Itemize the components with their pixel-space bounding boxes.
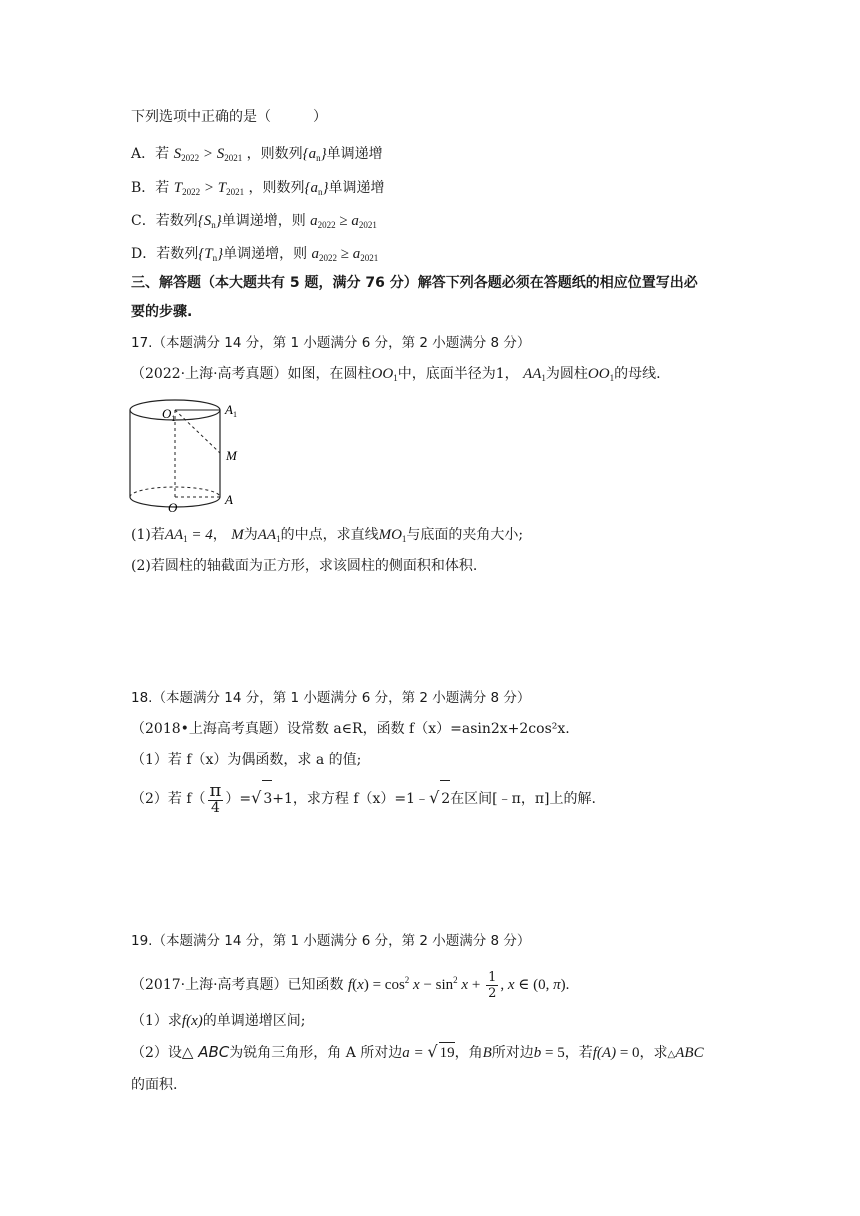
- q19-line3-b: 为锐角三角形，角 A 所对边: [229, 1045, 403, 1061]
- option-a-label: A．若: [131, 146, 170, 162]
- q18-line1: （2018•上海高考真题）设常数 a∈R，函数 f（x）=asin2x+2cos²x.: [131, 721, 570, 737]
- q19-line3-e: ，若: [564, 1045, 593, 1061]
- q17-part1-c: 为: [243, 527, 258, 543]
- q19-header: 19.（本题满分 14 分，第 1 小题满分 6 分，第 2 小题满分 8 分）: [131, 933, 531, 949]
- q17-text-a: 中，底面半径为1，: [397, 366, 519, 382]
- q19-sqrt19: √ 19: [427, 1042, 455, 1061]
- label-o1: $O_1$: [162, 406, 176, 423]
- q17-aa1-eq: $AA_1 = 4$: [164, 527, 213, 544]
- intro-text: 下列选项中正确的是（ ）: [131, 109, 327, 125]
- option-b-mid: ，则数列: [248, 180, 305, 196]
- q18-line2: （1）若 f（x）为偶函数，求 a 的值;: [131, 752, 362, 768]
- label-a1: $A_1$: [225, 402, 237, 419]
- label-m: M: [226, 448, 237, 463]
- option-b-end: 单调递增: [328, 180, 385, 196]
- label-a: A: [225, 492, 233, 507]
- q19-a-eq: a =: [402, 1045, 428, 1061]
- q17-m: M: [231, 527, 244, 543]
- q17-part1-b: ，: [212, 527, 227, 543]
- q17-text-c: 的母线.: [614, 366, 661, 382]
- q19-function: f: [347, 977, 353, 993]
- q19-fx: f(x): [181, 1013, 203, 1029]
- q18-line3-b: ）=: [225, 791, 252, 807]
- q19-line3: （2）设△ ABC为锐角三角形，角 A 所对边a = √ 19，角B所对边b = 5，若f(A) = 0，求△ABC: [131, 1042, 704, 1061]
- option-d-seq: $\{T_n\}$: [198, 246, 224, 263]
- q18-line3-a: （2）若 f（: [131, 791, 206, 807]
- cylinder-figure: [128, 396, 258, 516]
- option-b-label: B．若: [131, 180, 170, 196]
- q19-line2: [131, 1011, 305, 1031]
- q19-line3-f: ，求: [639, 1045, 668, 1061]
- q19-triangle-abc: △ ABC: [181, 1043, 230, 1061]
- q19-b-angle: B: [482, 1045, 492, 1061]
- q17-oo1: $OO_1$: [371, 366, 398, 383]
- q17-part1: [131, 525, 523, 549]
- q17-aa1-mid: $AA_1$: [257, 527, 281, 544]
- q19-line2-a: （1）求: [131, 1013, 182, 1029]
- q18-frac-pi-4: $\frac{\pi}{4}$: [209, 780, 222, 816]
- option-c-formula: $a_{2022} \ge a_{2021}$: [310, 213, 377, 230]
- q17-mo1: $MO_1$: [378, 527, 407, 544]
- option-c-mid: 单调递增，则: [221, 213, 306, 229]
- q17-part1-d: 的中点，求直线: [280, 527, 379, 543]
- q19-line1-text: （2017·上海·高考真题）已知函数: [131, 977, 344, 993]
- option-d-mid: 单调递增，则: [223, 246, 308, 262]
- q19-line2-b: 的单调递增区间;: [202, 1013, 306, 1029]
- option-a-mid: ，则数列: [246, 146, 303, 162]
- option-c-seq: $\{S_n\}$: [197, 213, 222, 230]
- q17-stem: [131, 364, 661, 388]
- option-b-seq: $\{a_n\}$: [304, 180, 329, 197]
- q18-sqrt2: √ 2: [429, 791, 450, 807]
- q17-part1-a: (1)若: [131, 527, 165, 543]
- option-d-label: D．若数列: [131, 246, 199, 262]
- q18-line3-d: 在区间[﹣π，π]上的解.: [450, 791, 596, 807]
- q17-part2: (2)若圆柱的轴截面为正方形，求该圆柱的侧面积和体积.: [131, 558, 478, 574]
- option-a-seq: $\{a_n\}$: [302, 146, 327, 163]
- option-b: [131, 178, 385, 202]
- q19-line4: 的面积.: [131, 1077, 178, 1093]
- q19-line1: （2017·上海·高考真题）已知函数 $f(x) = \cos^2 x - \sin^2 x$ + $\frac{1}{2}$ , x ∈ (0, π).: [131, 969, 570, 1001]
- option-a: [131, 144, 383, 168]
- q17-part1-e: 与底面的夹角大小;: [406, 527, 524, 543]
- section-heading-line1: 三、解答题（本大题共有 5 题，满分 76 分）解答下列各题必须在答题纸的相应位置写出必: [131, 275, 698, 291]
- option-a-end: 单调递增: [326, 146, 383, 162]
- option-c-label: C．若数列: [131, 213, 198, 229]
- q19-b-eq: b: [533, 1045, 542, 1061]
- option-a-formula: $S_{2022} > S_{2021}$: [173, 146, 243, 163]
- q18-line3-c: +1，求方程 f（x）=1﹣: [272, 791, 430, 807]
- q19-fa: f(A): [592, 1045, 617, 1061]
- option-d-formula: $a_{2022} \ge a_{2021}$: [311, 246, 379, 263]
- q17-aa1: $AA_1$: [523, 366, 546, 383]
- q17-source: （2022·上海·高考真题）如图，在圆柱: [131, 366, 372, 382]
- segment-mo1: [175, 410, 220, 453]
- option-d: [131, 244, 378, 268]
- q19-line3-d: 所对边: [491, 1045, 534, 1061]
- q19-line3-c: ，角: [454, 1045, 483, 1061]
- q17-text-b: 为圆柱: [545, 366, 588, 382]
- q18-line3: [131, 780, 596, 817]
- q17-header: 17.（本题满分 14 分，第 1 小题满分 6 分，第 2 小题满分 8 分）: [131, 335, 531, 351]
- q18-header: 18.（本题满分 14 分，第 1 小题满分 6 分，第 2 小题满分 8 分）: [131, 690, 531, 706]
- section-heading-line2: 要的步骤.: [131, 304, 193, 320]
- option-c: [131, 211, 377, 235]
- q18-sqrt3: √ 3: [251, 791, 272, 807]
- option-b-formula: $T_{2022} > T_{2021}$: [173, 180, 245, 197]
- label-o: O: [168, 500, 178, 515]
- q19-line3-a: （2）设: [131, 1045, 182, 1061]
- q17-oo1-b: $OO_1$: [587, 366, 615, 383]
- q19-triangle-abc-2: △ABC: [667, 1045, 704, 1061]
